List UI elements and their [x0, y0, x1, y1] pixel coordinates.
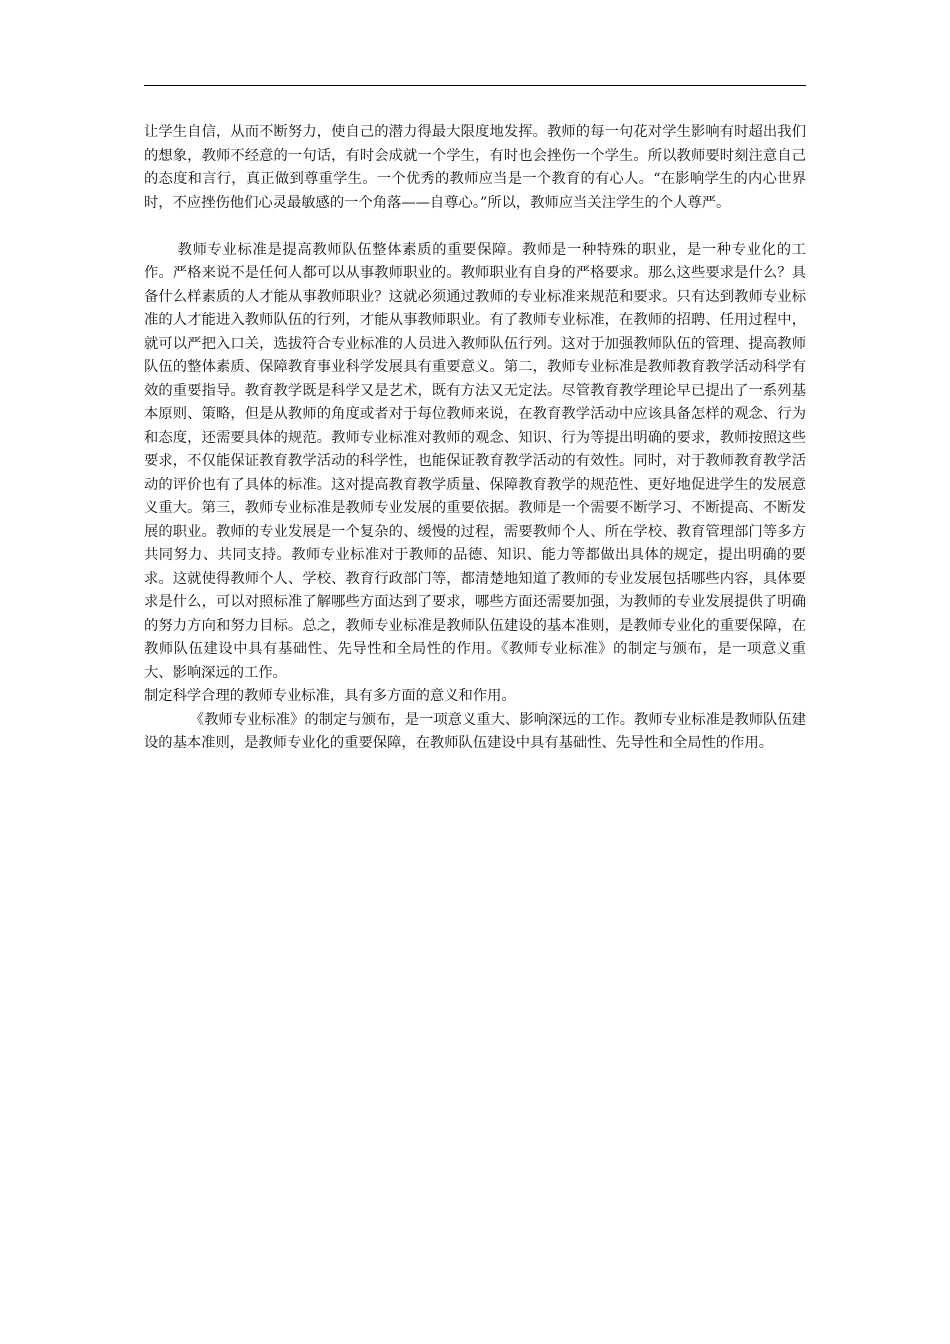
paragraph-self-esteem: 让学生自信，从而不断努力，使自己的潜力得最大限度地发挥。教师的每一句花对学生影响有时超出我们的想象，教师不经意的一句话，有时会成就一个学生，有时也会挫伤一个学生。所以教师要时刻注意自己的态度和言行，真正做到尊重学生。一个优秀的教师应当是一个教育的有心人。“在影响学生的内心世界时，不应挫伤他们心灵最敏感的一个角落——自尊心。”所以，教师应当关注学生的个人尊严。 [144, 124, 806, 211]
paragraph-standards-closing: 《教师专业标准》的制定与颁布，是一项意义重大、影响深远的工作。教师专业标准是教师队伍建设的基本准则，是教师专业化的重要保障，在教师队伍建设中具有基础性、先导性和全局性的作用。 [144, 711, 806, 751]
header-rule [144, 85, 806, 86]
document-body [144, 121, 806, 756]
paragraph-significance-summary: 制定科学合理的教师专业标准，具有多方面的意义和作用。 [144, 688, 516, 704]
paragraph-spacer [144, 215, 806, 239]
paragraph-professional-standards: 教师专业标准是提高教师队伍整体素质的重要保障。教师是一种特殊的职业，是一种专业化的工作。严格来说不是任何人都可以从事教师职业的。教师职业有自身的严格要求。那么这些要求是什么？具备什么样素质的人才能从事教师职业？这就必须通过教师的专业标准来规范和要求。只有达到教师专业标准的人才能进入教师队伍的行列，才能从事教师职业。有了教师专业标准，在教师的招聘、任用过程中，就可以严把入口关，选拔符合专业标准的人员进入教师队伍行列。这对于加强教师队伍的管理、提高教师队伍的整体素质、保障教育事业科学发展具有重要意义。第二，教师专业标准是教师教育教学活动科学有效的重要指导。教育教学既是科学又是艺术，既有方法又无定法。尽管教育教学理论早已提出了一系列基本原则、策略，但是从教师的角度或者对于每位教师来说，在教育教学活动中应该具备怎样的观念、行为和态度，还需要具体的规范。教师专业标准对教师的观念、知识、行为等提出明确的要求，教师按照这些要求，不仅能保证教育教学活动的科学性，也能保证教育教学活动的有效性。同时，对于教师教育教学活动的评价也有了具体的标准。这对提高教育教学质量、保障教育教学的规范性、更好地促进学生的发展意义重大。第三，教师专业标准是教师专业发展的重要依据。教师是一个需要不断学习、不断提高、不断发展的职业。教师的专业发展是一个复杂的、缓慢的过程，需要教师个人、所在学校、教育管理部门等多方共同努力、共同支持。教师专业标准对于教师的品德、知识、能力等都做出具体的规定，提出明确的要求。这就使得教师个人、学校、教育行政部门等，都清楚地知道了教师的专业发展包括哪些内容，具体要求是什么，可以对照标准了解哪些方面达到了要求，哪些方面还需要加强，为教师的专业发展提供了明确的努力方向和努力目标。总之，教师专业标准是教师队伍建设的基本准则，是教师专业化的重要保障，在教师队伍建设中具有基础性、先导性和全局性的作用。《教师专业标准》的制定与颁布，是一项意义重大、影响深远的工作。 [144, 241, 806, 681]
